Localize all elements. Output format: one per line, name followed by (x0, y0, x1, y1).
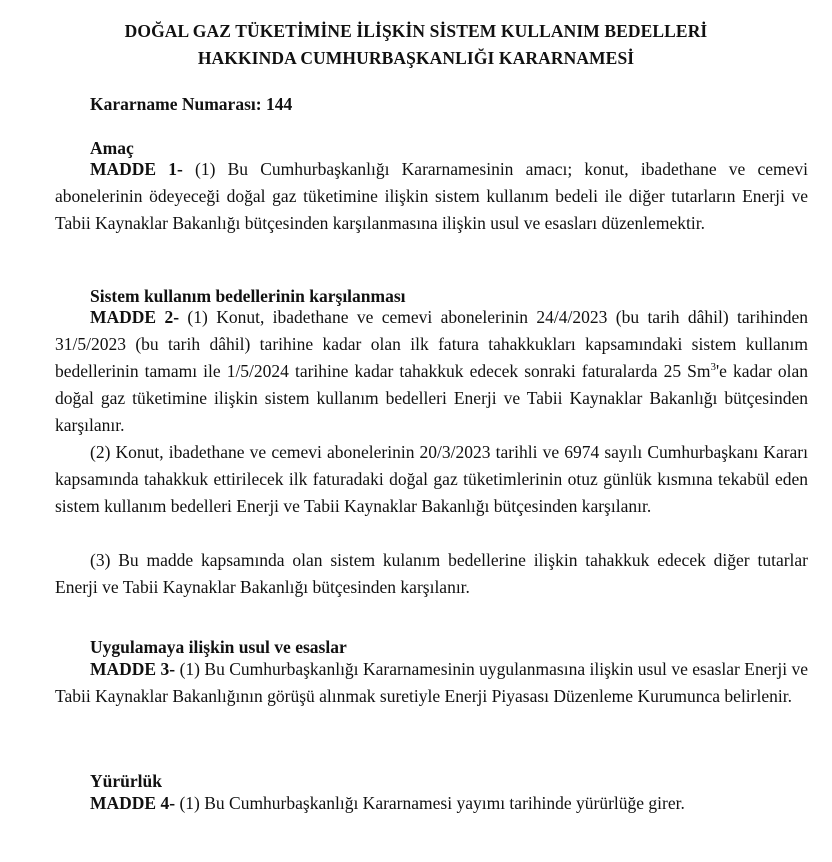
heading-uygulama: Uygulamaya ilişkin usul ve esaslar (90, 637, 347, 657)
article-2-paragraph-3: (3) Bu madde kapsamında olan sistem kulanım bedellerine ilişkin tahakkuk edecek diğer tutarlar Enerji ve Tabii Kaynaklar Bakanlığı bütçesinden karşılanır. (55, 550, 808, 597)
article-4-paragraph-1 (55, 790, 808, 817)
article-3-label: MADDE 3- (90, 659, 176, 679)
document-title-line-1: DOĞAL GAZ TÜKETİMİNE İLİŞKİN SİSTEM KULLANIM BEDELLERİ (124, 21, 708, 41)
heading-amac: Amaç (90, 138, 134, 158)
article-1-paragraph-1 (55, 156, 808, 237)
document-title-line-2: HAKKINDA CUMHURBAŞKANLIĞI KARARNAMESİ (197, 48, 635, 68)
article-1-text: (1) Bu Cumhurbaşkanlığı Kararnamesinin amacı; konut, ibadethane ve cemevi abonelerinin ödeyeceği doğal gaz tüketimine ilişkin sistem kullanım bedeli ile diğer tutarların Enerji ve Tabii Kaynaklar Bakanlığı bütçesinden karşılanmasına ilişkin usul ve esasları düzenlemektir. (55, 159, 808, 233)
article-3-text: (1) Bu Cumhurbaşkanlığı Kararnamesinin uygulanmasına ilişkin usul ve esaslar Enerji ve Tabii Kaynaklar Bakanlığının görüşü alınmak suretiyle Enerji Piyasası Düzenleme Kurumunca belirlenir. (55, 659, 809, 706)
article-2-paragraph-2: (2) Konut, ibadethane ve cemevi abonelerinin 20/3/2023 tarihli ve 6974 sayılı Cumhurbaşkanı Kararı kapsamında tahakkuk ettirilecek ilk faturadaki doğal gaz tüketimlerinin otuz günlük kısmına tekabül eden sistem kullanım bedelleri Enerji ve Tabii Kaynaklar Bakanlığı bütçesinden karşılanır. (55, 442, 808, 516)
cubic-superscript: 3 (710, 361, 716, 374)
article-2-text-1b: 'e kadar olan doğal gaz tüketimine ilişkin sistem kullanım bedelleri Enerji ve Tabii Kaynaklar Bakanlığı bütçesinden karşılanır. (55, 361, 808, 435)
article-2-label: MADDE 2- (90, 307, 180, 327)
heading-sistem-kullanim: Sistem kullanım bedellerinin karşılanması (90, 286, 406, 306)
article-1-label: MADDE 1- (90, 159, 183, 179)
decree-number: Kararname Numarası: 144 (90, 94, 293, 114)
article-4-text: (1) Bu Cumhurbaşkanlığı Kararnamesi yayımı tarihinde yürürlüğe girer. (179, 793, 685, 813)
article-2-text-1a: (1) Konut, ibadethane ve cemevi abonelerinin 24/4/2023 (bu tarih dâhil) tarihinden 31/5/2023 (bu tarih dâhil) tarihine kadar olan ilk fatura tahakkukları kapsamındaki sistem kullanım bedellerinin tamamı ile 1/5/2024 tarihine kadar tahakkuk edecek sonraki faturalarda 25 Sm (55, 307, 809, 381)
article-3-paragraph-1 (55, 656, 808, 710)
article-4-label: MADDE 4- (90, 793, 176, 813)
heading-yururluk: Yürürlük (90, 771, 162, 791)
article-2-paragraph-1 (55, 304, 808, 439)
